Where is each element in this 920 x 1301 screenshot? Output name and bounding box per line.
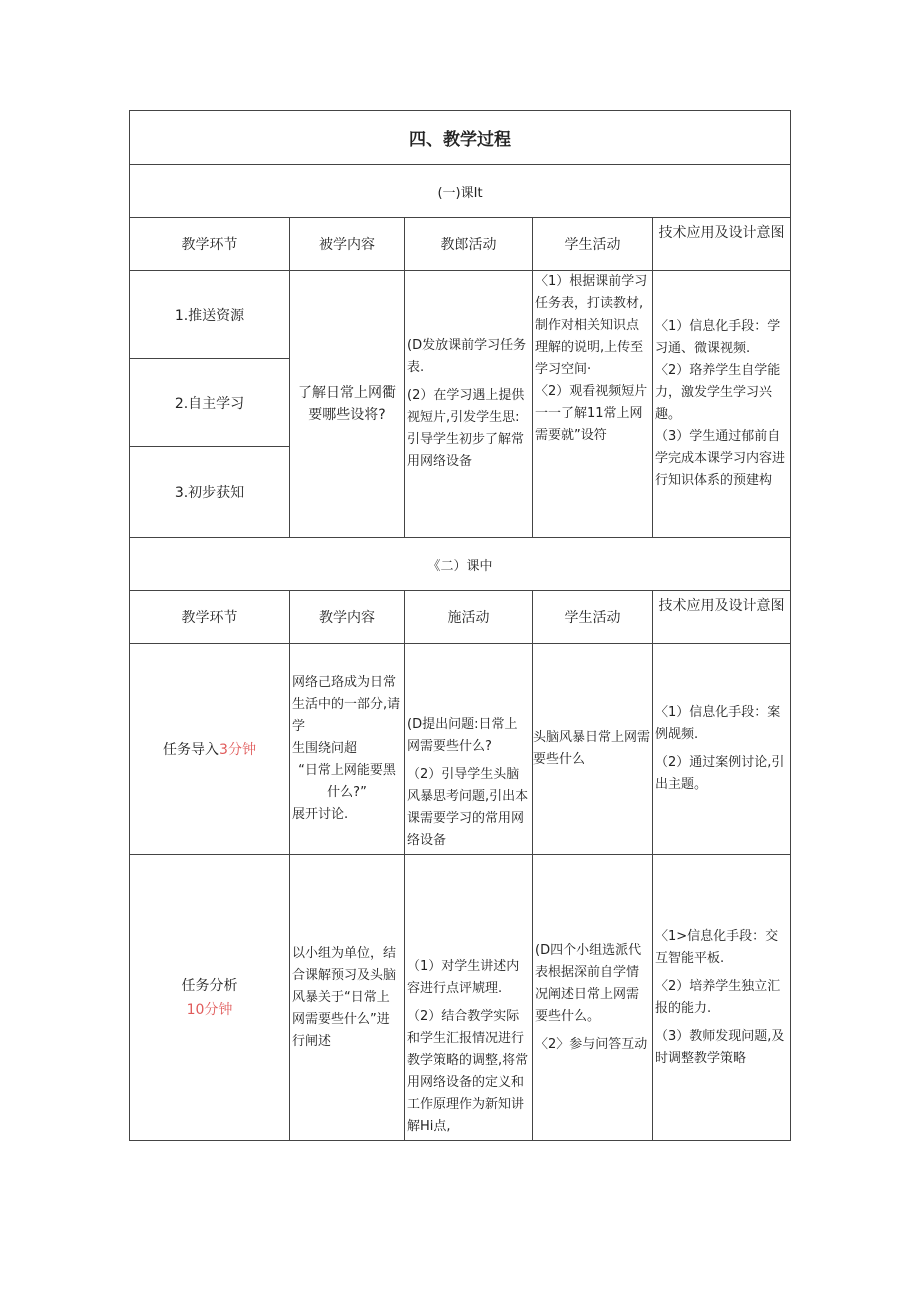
teacher-activity-item: (2）在学习遇上提供视短片,引发学生思:引导学生初步了解常用网络设备 bbox=[407, 388, 525, 469]
student-activity-item: 〈1）根据课前学习任务表，打读教材,制作对相关知识点理解的说明,上传至学习空间· bbox=[535, 274, 648, 377]
header-cell: 施活动 bbox=[405, 591, 533, 644]
section-heading-pre-class: (一)课It bbox=[130, 165, 791, 218]
step-time: 10分钟 bbox=[186, 1001, 233, 1018]
teacher-activity-item: (D提出问题:日常上网需要些什么? bbox=[407, 717, 518, 754]
content-line: 网络己珞成为日常生活中的一部分,请学 bbox=[292, 675, 401, 734]
page-title: 四、教学过程 bbox=[130, 111, 791, 165]
step-label: 任务导入 bbox=[163, 742, 220, 758]
content-line: “日常上网能要黑什么?” bbox=[298, 763, 396, 800]
step-cell: 3.初步获知 bbox=[130, 447, 290, 538]
teacher-activity-cell bbox=[405, 855, 533, 1141]
teacher-activity-item: （2）结合教学实际和学生汇报情况进行教学策略的调整,将常用网络设备的定义和工作原理作为新知讲解Hi点, bbox=[407, 1009, 529, 1134]
teacher-activity-cell bbox=[405, 271, 533, 538]
tech-design-item: 〈1）信息化手段：案例觇频. bbox=[655, 705, 781, 742]
step-time: 3分钟 bbox=[219, 742, 256, 758]
tech-design-item: （3）教师发现问题,及时调整教学策略 bbox=[655, 1028, 785, 1066]
teacher-activity-item: （2）引导学生头脑风暴思考问题,引出本课需要学习的常用网络设备 bbox=[407, 767, 529, 848]
section-heading-in-class: 《二）课中 bbox=[130, 538, 791, 591]
header-row-in-class bbox=[130, 591, 791, 644]
tech-design-item: 〈1>信息化手段：交互智能平板. bbox=[655, 928, 779, 966]
tech-design-cell bbox=[653, 855, 791, 1141]
tech-design-item: （2）通过案例讨论,引出主题。 bbox=[655, 755, 785, 792]
content-line: 生围绕问超 bbox=[292, 741, 358, 756]
student-activity-cell bbox=[533, 644, 653, 855]
content-line: 以小组为单位，结合课解预习及头脑风暴关于“日常上网需要些什么”进行闸述 bbox=[292, 945, 397, 1049]
header-cell: 学生活动 bbox=[533, 591, 653, 644]
header-row-pre-class bbox=[130, 218, 791, 271]
header-cell: 教学内容 bbox=[290, 591, 405, 644]
table-row bbox=[130, 855, 791, 1141]
step-label: 任务分析 bbox=[181, 977, 238, 994]
header-cell: 教郎活动 bbox=[405, 218, 533, 271]
teacher-activity-item: （1）对学生讲述内容进行点评虓理. bbox=[407, 959, 520, 996]
student-activity-item: 〈2〉参与问答互动 bbox=[535, 1036, 648, 1052]
student-activity-cell bbox=[533, 855, 653, 1141]
student-activity-cell bbox=[533, 271, 653, 538]
teacher-activity-item: (D发放课前学习任务表. bbox=[407, 338, 527, 375]
content-cell bbox=[290, 855, 405, 1141]
tech-design-cell bbox=[653, 644, 791, 855]
header-cell: 教学环节 bbox=[130, 591, 290, 644]
step-cell: 1.推送资源 bbox=[130, 271, 290, 359]
content-cell: 了解日常上网衢要哪些设将? bbox=[290, 271, 405, 538]
tech-design-item: 〈2）培养学生独立汇报的能力. bbox=[655, 978, 781, 1016]
header-cell: 学生活动 bbox=[533, 218, 653, 271]
header-cell: 被学内容 bbox=[290, 218, 405, 271]
student-activity-item: (D四个小组选派代表根据深前自学情况阐述日常上网需要些什么。 bbox=[535, 942, 642, 1024]
student-activity-item: 〈2）观看视频短片一一了解11常上网需要就”设符 bbox=[535, 384, 648, 443]
content-cell bbox=[290, 644, 405, 855]
step-cell bbox=[130, 644, 290, 855]
teacher-activity-cell bbox=[405, 644, 533, 855]
tech-design-item: 〈2）珞养学生自学能力，激发学生学习兴趣。 bbox=[655, 363, 781, 422]
table-row bbox=[130, 644, 791, 855]
step-cell: 2.自主学习 bbox=[130, 359, 290, 447]
tech-design-cell bbox=[653, 271, 791, 538]
step-cell bbox=[130, 855, 290, 1141]
tech-design-item: （3）学生通过郁前自学完成本课学习内容进行知识体系的预建构 bbox=[655, 429, 786, 488]
header-cell: 教学环节 bbox=[130, 218, 290, 271]
header-cell: 技术应用及设计意图 bbox=[653, 591, 791, 644]
table-row bbox=[130, 271, 791, 359]
student-activity-item: 头脑风暴日常上网需要些什么 bbox=[533, 730, 651, 767]
header-cell: 技术应用及设计意图 bbox=[653, 218, 791, 271]
content-line: 展开讨论. bbox=[292, 807, 349, 822]
teaching-process-table bbox=[129, 110, 791, 1141]
tech-design-item: 〈1）信息化手段：学习通、微课视频. bbox=[655, 319, 781, 356]
